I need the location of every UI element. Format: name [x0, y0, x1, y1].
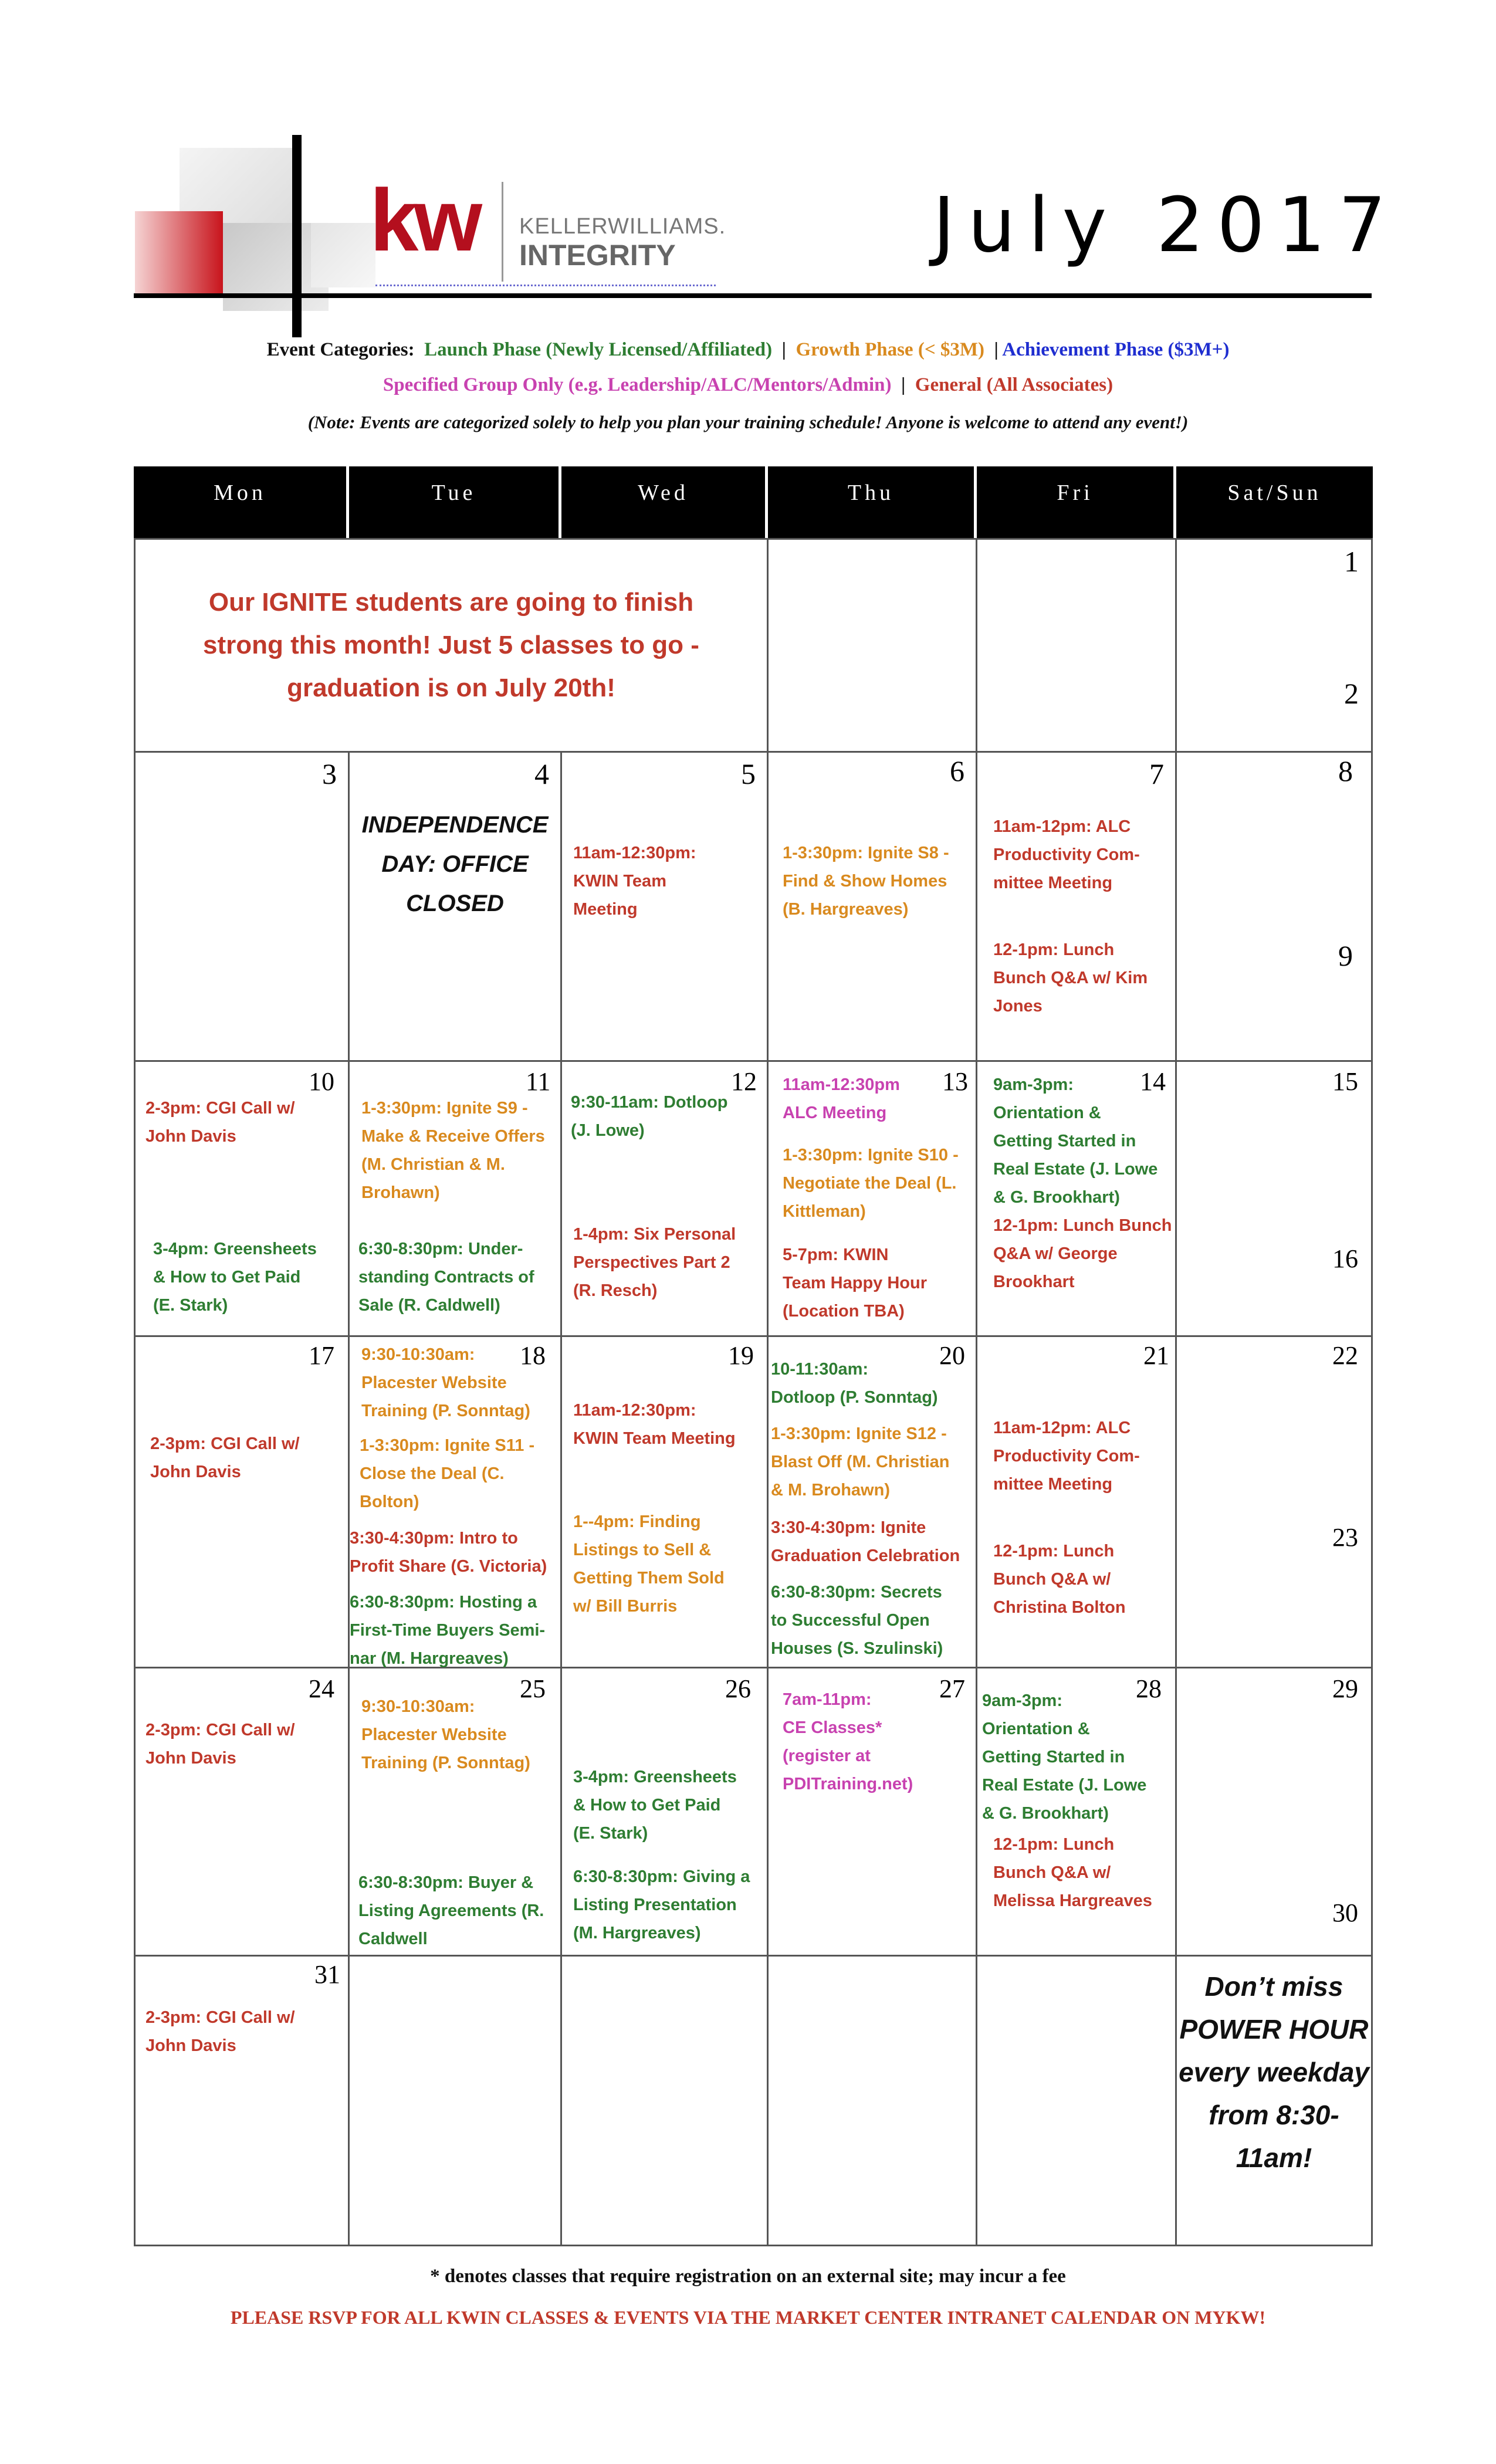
day-number: 11	[526, 1067, 551, 1096]
header-rule	[134, 293, 1372, 298]
event-item: 3:30-4:30pm: Ignite Graduation Celebration	[771, 1518, 960, 1565]
power-hour-notice: Don’t miss POWER HOUR every weekday from 8:30- 11am!	[1179, 1971, 1369, 2173]
logo-square-gray-small	[311, 223, 375, 287]
logo-dotted-underline	[375, 285, 716, 286]
event-item: 1-3:30pm: Ignite S10 - Negotiate the Deal (L. Kittleman)	[783, 1146, 959, 1221]
logo-brand-top: KELLERWILLIAMS.	[519, 214, 726, 239]
event-item: 6:30-8:30pm: Hosting a First-Time Buyers Semi- nar (M. Hargreaves)	[350, 1593, 546, 1668]
day-number: 17	[309, 1341, 334, 1370]
category-growth: Growth Phase (< $3M)	[796, 339, 985, 360]
weekday-header-mon: Mon	[134, 466, 346, 538]
day-number: 21	[1143, 1341, 1169, 1370]
event-item: 2-3pm: CGI Call w/ John Davis	[150, 1434, 300, 1481]
logo-vertical-bar	[292, 135, 302, 337]
category-separator: |	[901, 374, 906, 395]
day-number: 14	[1140, 1067, 1166, 1096]
event-item: 9am-3pm: Orientation & Getting Started in Real Estate (J. Lowe & G. Brookhart)	[982, 1691, 1147, 1823]
day-number: 29	[1332, 1674, 1358, 1703]
day-number: 28	[1136, 1674, 1162, 1703]
category-achievement: Achievement Phase ($3M+)	[1002, 339, 1230, 360]
day-number: 16	[1332, 1244, 1358, 1273]
row-divider	[136, 1955, 1371, 1957]
day-number: 2	[1344, 677, 1359, 710]
day-number: 24	[309, 1674, 334, 1703]
weekday-header-fri: Fri	[977, 466, 1173, 538]
logo-square-red	[135, 211, 223, 293]
day-number: 4	[534, 757, 549, 790]
day-number: 25	[520, 1674, 546, 1703]
event-item: 2-3pm: CGI Call w/ John Davis	[145, 1099, 295, 1146]
day-number: 10	[309, 1067, 334, 1096]
category-legend-line-2	[0, 374, 1496, 396]
day-number: 27	[939, 1674, 965, 1703]
day-number: 23	[1332, 1523, 1358, 1552]
event-item: 6:30-8:30pm: Buyer & Listing Agreements (R. Caldwell	[358, 1873, 544, 1948]
event-item: 1-3:30pm: Ignite S11 - Close the Deal (C. Bolton)	[360, 1436, 535, 1511]
page-title: July 2017	[933, 182, 1399, 269]
category-note: (Note: Events are categorized solely to help you plan your training schedule! Anyone is welcome to attend any event!)	[307, 412, 1189, 432]
rsvp-notice: PLEASE RSVP FOR ALL KWIN CLASSES & EVENTS VIA THE MARKET CENTER INTRANET CALENDAR ON MYKW!	[230, 2307, 1266, 2328]
day-number: 19	[728, 1341, 754, 1370]
event-item: 1-4pm: Six Personal Perspectives Part 2 (R. Resch)	[573, 1225, 736, 1300]
category-specified: Specified Group Only (e.g. Leadership/ALC/Mentors/Admin)	[383, 374, 892, 395]
day-number: 18	[520, 1341, 546, 1370]
category-launch: Launch Phase (Newly Licensed/Affiliated)	[424, 339, 773, 360]
event-item: 11am-12pm: ALC Productivity Com- mittee Meeting	[993, 817, 1140, 892]
category-separator: |	[781, 339, 786, 360]
calendar-grid	[134, 538, 1373, 2246]
day-number: 20	[939, 1341, 965, 1370]
row-divider	[136, 1060, 1371, 1062]
event-item: 2-3pm: CGI Call w/ John Davis	[145, 2008, 295, 2055]
event-item: 5-7pm: KWIN Team Happy Hour (Location TBA)	[783, 1245, 928, 1321]
event-item: 1-3:30pm: Ignite S12 - Blast Off (M. Christian & M. Brohawn)	[771, 1424, 950, 1500]
category-general: General (All Associates)	[915, 374, 1113, 395]
weekday-header-wed: Wed	[561, 466, 765, 538]
event-item: 11am-12:30pm ALC Meeting	[783, 1075, 900, 1122]
column-divider	[976, 540, 977, 2246]
day-number: 9	[1338, 939, 1353, 972]
day-number: 6	[950, 754, 964, 787]
event-item: 6:30-8:30pm: Giving a Listing Presentation (M. Hargreaves)	[573, 1867, 750, 1942]
logo-kw-mark: kw	[370, 171, 478, 269]
event-item: 1-3:30pm: Ignite S8 - Find & Show Homes (B. Hargreaves)	[783, 844, 949, 919]
column-divider	[767, 540, 769, 2246]
event-item: 9:30-11am: Dotloop (J. Lowe)	[571, 1093, 728, 1140]
weekday-header-thu: Thu	[768, 466, 974, 538]
day-number: 8	[1338, 754, 1353, 787]
logo-divider	[502, 182, 503, 282]
event-item: 9:30-10:30am: Placester Website Training (P. Sonntag)	[361, 1697, 530, 1772]
event-item: 11am-12:30pm: KWIN Team Meeting	[573, 844, 696, 919]
category-separator: |	[994, 339, 999, 360]
weekday-header-tue: Tue	[349, 466, 559, 538]
category-legend-line-1	[0, 339, 1496, 361]
row-divider	[136, 1667, 1371, 1668]
column-divider	[560, 751, 562, 2246]
event-item: 11am-12:30pm: KWIN Team Meeting	[573, 1401, 736, 1448]
event-item: 6:30-8:30pm: Secrets to Successful Open Houses (S. Szulinski)	[771, 1583, 943, 1658]
day-number: 1	[1344, 545, 1359, 578]
column-divider	[348, 751, 350, 2246]
event-item: 3-4pm: Greensheets & How to Get Paid (E. Stark)	[573, 1768, 737, 1843]
brand-logo	[135, 135, 726, 305]
event-item: 1--4pm: Finding Listings to Sell & Getting Them Sold w/ Bill Burris	[573, 1512, 725, 1616]
day-number: 12	[731, 1067, 757, 1096]
event-item: 3:30-4:30pm: Intro to Profit Share (G. Victoria)	[350, 1529, 547, 1576]
event-item: 12-1pm: Lunch Bunch Q&A w/ Christina Bolton	[993, 1542, 1126, 1617]
event-item: 9am-3pm: Orientation & Getting Started in Real Estate (J. Lowe & G. Brookhart)	[993, 1075, 1158, 1207]
holiday-notice: INDEPENDENCE DAY: OFFICE CLOSED	[361, 812, 549, 916]
day-number: 30	[1332, 1898, 1358, 1927]
event-item: 12-1pm: Lunch Bunch Q&A w/ Kim Jones	[993, 940, 1148, 1016]
event-item: 7am-11pm: CE Classes* (register at PDITraining.net)	[783, 1690, 913, 1793]
event-item: 1-3:30pm: Ignite S9 - Make & Receive Offers (M. Christian & M. Brohawn)	[361, 1099, 545, 1202]
event-item: 12-1pm: Lunch Bunch Q&A w/ Melissa Hargreaves	[993, 1835, 1152, 1910]
logo-brand-bottom: INTEGRITY	[519, 239, 676, 272]
event-item: 12-1pm: Lunch Bunch Q&A w/ George Brookhart	[993, 1216, 1172, 1291]
row-divider	[136, 751, 1371, 753]
day-number: 15	[1332, 1067, 1358, 1096]
event-item: 2-3pm: CGI Call w/ John Davis	[145, 1721, 295, 1768]
event-item: 6:30-8:30pm: Under- standing Contracts of Sale (R. Caldwell)	[358, 1240, 534, 1315]
day-number: 22	[1332, 1341, 1358, 1370]
day-number: 13	[942, 1067, 968, 1096]
row-divider	[136, 1335, 1371, 1337]
day-number: 7	[1149, 757, 1164, 790]
event-item: 3-4pm: Greensheets & How to Get Paid (E. Stark)	[153, 1240, 317, 1315]
day-number: 26	[725, 1674, 751, 1703]
event-item: 9:30-10:30am: Placester Website Training (P. Sonntag)	[361, 1345, 530, 1420]
category-label: Event Categories:	[266, 339, 415, 360]
event-item: 11am-12pm: ALC Productivity Com- mittee Meeting	[993, 1419, 1140, 1494]
weekday-header-satsun: Sat/Sun	[1176, 466, 1373, 538]
day-number: 31	[314, 1960, 340, 1989]
footnote: * denotes classes that require registration on an external site; may incur a fee	[430, 2266, 1066, 2287]
day-number: 3	[322, 757, 337, 790]
event-item: 10-11:30am: Dotloop (P. Sonntag)	[771, 1360, 938, 1407]
day-number: 5	[741, 757, 756, 790]
ignite-banner: Our IGNITE students are going to finish strong this month! Just 5 classes to go - graduation is on July 20th!	[203, 588, 699, 702]
